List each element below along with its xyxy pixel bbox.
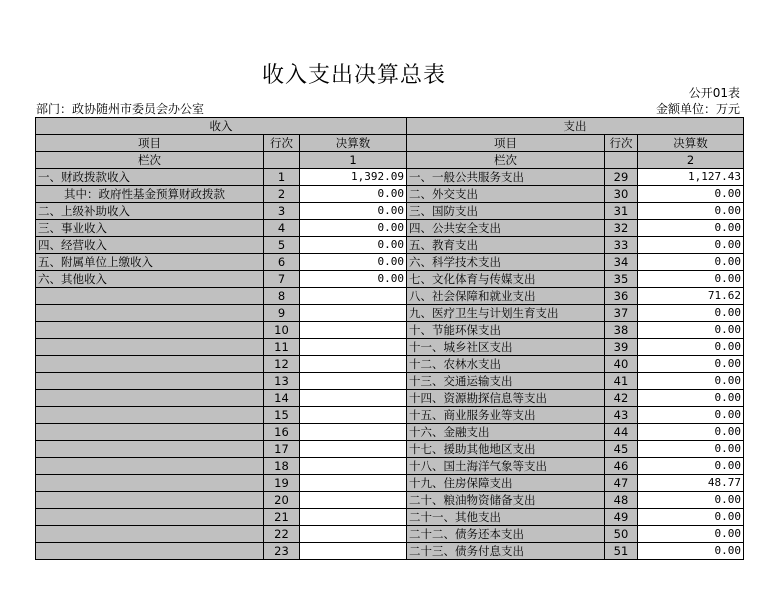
expense-line-cell: 30 (605, 186, 638, 203)
income-item-cell (36, 305, 264, 322)
income-amount-cell: 0.00 (300, 220, 407, 237)
expense-item-cell: 五、教育支出 (407, 237, 605, 254)
income-line-cell: 5 (264, 237, 300, 254)
table-row (36, 526, 744, 543)
expense-amount-cell: 0.00 (638, 220, 744, 237)
income-line-cell: 21 (264, 509, 300, 526)
expense-line-cell: 39 (605, 339, 638, 356)
income-line-cell: 12 (264, 356, 300, 373)
expense-item-cell: 二、外交支出 (407, 186, 605, 203)
expense-item-cell: 二十一、其他支出 (407, 509, 605, 526)
expense-item-cell: 八、社会保障和就业支出 (407, 288, 605, 305)
expense-item-cell: 六、科学技术支出 (407, 254, 605, 271)
income-amount-cell: 0.00 (300, 186, 407, 203)
income-line-cell: 8 (264, 288, 300, 305)
expense-amount-cell: 0.00 (638, 407, 744, 424)
income-amount-cell (300, 475, 407, 492)
income-line-cell: 18 (264, 458, 300, 475)
table-row (36, 543, 744, 560)
income-amount-cell (300, 441, 407, 458)
expense-line-cell: 33 (605, 237, 638, 254)
table-row (36, 441, 744, 458)
expense-amount-cell: 0.00 (638, 458, 744, 475)
expense-item-cell: 十六、金融支出 (407, 424, 605, 441)
income-item-cell (36, 475, 264, 492)
income-amount-cell (300, 356, 407, 373)
expense-line-cell: 37 (605, 305, 638, 322)
expense-line-cell: 42 (605, 390, 638, 407)
income-line-cell: 3 (264, 203, 300, 220)
income-line-cell: 15 (264, 407, 300, 424)
expense-amount-cell: 0.00 (638, 526, 744, 543)
table-row (36, 220, 744, 237)
expense-header: 支出 (407, 118, 744, 135)
expense-item-cell: 九、医疗卫生与计划生育支出 (407, 305, 605, 322)
expense-item-cell: 十九、住房保障支出 (407, 475, 605, 492)
income-column-label: 栏次 (36, 152, 264, 169)
income-item-cell: 三、事业收入 (36, 220, 264, 237)
table-row (36, 254, 744, 271)
expense-line-cell: 45 (605, 441, 638, 458)
income-line-cell: 7 (264, 271, 300, 288)
income-item-cell: 二、上级补助收入 (36, 203, 264, 220)
income-line-cell: 11 (264, 339, 300, 356)
form-number: 公开01表 (688, 86, 740, 100)
income-line-cell: 10 (264, 322, 300, 339)
expense-amount-cell: 0.00 (638, 441, 744, 458)
income-item-cell (36, 407, 264, 424)
income-item-cell (36, 543, 264, 560)
table-row (36, 237, 744, 254)
income-item-cell (36, 441, 264, 458)
expense-amount-cell: 71.62 (638, 288, 744, 305)
income-item-cell (36, 526, 264, 543)
expense-amount-cell: 48.77 (638, 475, 744, 492)
expense-amount-header: 决算数 (638, 135, 744, 152)
table-row (36, 288, 744, 305)
income-amount-cell: 0.00 (300, 237, 407, 254)
expense-item-cell: 十二、农林水支出 (407, 356, 605, 373)
expense-item-cell: 十八、国土海洋气象等支出 (407, 458, 605, 475)
expense-line-cell: 29 (605, 169, 638, 186)
income-line-blank (264, 152, 300, 169)
income-item-cell: 五、附属单位上缴收入 (36, 254, 264, 271)
income-item-cell (36, 458, 264, 475)
expense-amount-cell: 0.00 (638, 424, 744, 441)
expense-item-cell: 十七、援助其他地区支出 (407, 441, 605, 458)
expense-line-cell: 49 (605, 509, 638, 526)
income-item-cell: 其中：政府性基金预算财政拨款 (36, 186, 264, 203)
table-row (36, 169, 744, 186)
income-line-cell: 14 (264, 390, 300, 407)
expense-line-cell: 36 (605, 288, 638, 305)
expense-item-cell: 七、文化体育与传媒支出 (407, 271, 605, 288)
income-amount-cell (300, 458, 407, 475)
expense-item-cell: 四、公共安全支出 (407, 220, 605, 237)
table-row (36, 407, 744, 424)
expense-item-header: 项目 (407, 135, 605, 152)
income-line-cell: 22 (264, 526, 300, 543)
expense-line-cell: 50 (605, 526, 638, 543)
table-row (36, 424, 744, 441)
income-amount-cell (300, 390, 407, 407)
income-column-index: 1 (300, 152, 407, 169)
expense-line-header: 行次 (605, 135, 638, 152)
income-amount-cell (300, 322, 407, 339)
income-amount-cell (300, 492, 407, 509)
expense-item-cell: 十四、资源勘探信息等支出 (407, 390, 605, 407)
expense-amount-cell: 0.00 (638, 390, 744, 407)
income-line-cell: 4 (264, 220, 300, 237)
report-title: 收入支出决算总表 (261, 63, 446, 88)
income-line-cell: 19 (264, 475, 300, 492)
expense-amount-cell: 0.00 (638, 339, 744, 356)
income-amount-cell (300, 509, 407, 526)
department-label: 部门：政协随州市委员会办公室 (36, 102, 205, 116)
amount-unit-label: 金额单位：万元 (655, 102, 740, 116)
expense-amount-cell: 0.00 (638, 237, 744, 254)
expense-line-cell: 48 (605, 492, 638, 509)
income-item-cell (36, 339, 264, 356)
income-amount-cell (300, 305, 407, 322)
table-row (36, 322, 744, 339)
expense-amount-cell: 0.00 (638, 271, 744, 288)
income-item-cell: 四、经营收入 (36, 237, 264, 254)
income-expense-table (35, 117, 744, 560)
table-row (36, 356, 744, 373)
table-row (36, 186, 744, 203)
expense-amount-cell: 0.00 (638, 322, 744, 339)
header-row-section (36, 118, 744, 135)
income-item-cell (36, 509, 264, 526)
income-line-cell: 2 (264, 186, 300, 203)
income-item-header: 项目 (36, 135, 264, 152)
expense-item-cell: 三、国防支出 (407, 203, 605, 220)
expense-item-cell: 一、一般公共服务支出 (407, 169, 605, 186)
income-line-cell: 6 (264, 254, 300, 271)
expense-item-cell: 十、节能环保支出 (407, 322, 605, 339)
expense-line-cell: 34 (605, 254, 638, 271)
income-item-cell (36, 390, 264, 407)
table-row (36, 271, 744, 288)
income-amount-cell: 0.00 (300, 203, 407, 220)
expense-line-cell: 41 (605, 373, 638, 390)
income-header: 收入 (36, 118, 407, 135)
expense-item-cell: 二十、粮油物资储备支出 (407, 492, 605, 509)
expense-amount-cell: 0.00 (638, 492, 744, 509)
income-line-header: 行次 (264, 135, 300, 152)
header-row-columns (36, 135, 744, 152)
income-amount-cell (300, 543, 407, 560)
expense-amount-cell: 1,127.43 (638, 169, 744, 186)
income-amount-cell: 0.00 (300, 254, 407, 271)
expense-item-cell: 十三、交通运输支出 (407, 373, 605, 390)
expense-line-cell: 38 (605, 322, 638, 339)
income-amount-cell (300, 288, 407, 305)
income-item-cell (36, 322, 264, 339)
expense-line-cell: 51 (605, 543, 638, 560)
income-item-cell: 六、其他收入 (36, 271, 264, 288)
income-item-cell (36, 288, 264, 305)
income-item-cell (36, 356, 264, 373)
income-amount-header: 决算数 (300, 135, 407, 152)
income-line-cell: 17 (264, 441, 300, 458)
expense-amount-cell: 0.00 (638, 509, 744, 526)
expense-line-cell: 40 (605, 356, 638, 373)
expense-line-cell: 31 (605, 203, 638, 220)
income-line-cell: 23 (264, 543, 300, 560)
expense-line-cell: 43 (605, 407, 638, 424)
income-item-cell (36, 492, 264, 509)
table-row (36, 509, 744, 526)
income-amount-cell (300, 339, 407, 356)
expense-amount-cell: 0.00 (638, 203, 744, 220)
income-item-cell (36, 373, 264, 390)
income-item-cell (36, 424, 264, 441)
expense-amount-cell: 0.00 (638, 186, 744, 203)
table-row (36, 475, 744, 492)
expense-amount-cell: 0.00 (638, 373, 744, 390)
table-row (36, 373, 744, 390)
income-amount-cell (300, 373, 407, 390)
income-line-cell: 20 (264, 492, 300, 509)
expense-amount-cell: 0.00 (638, 543, 744, 560)
income-amount-cell (300, 526, 407, 543)
table-row (36, 492, 744, 509)
income-line-cell: 1 (264, 169, 300, 186)
income-line-cell: 9 (264, 305, 300, 322)
expense-column-index: 2 (638, 152, 744, 169)
table-row (36, 458, 744, 475)
expense-item-cell: 二十三、债务付息支出 (407, 543, 605, 560)
table-row (36, 203, 744, 220)
expense-amount-cell: 0.00 (638, 254, 744, 271)
table-row (36, 339, 744, 356)
header-row-column-index (36, 152, 744, 169)
table-row (36, 390, 744, 407)
income-amount-cell (300, 407, 407, 424)
expense-line-cell: 47 (605, 475, 638, 492)
table-row (36, 305, 744, 322)
income-line-cell: 16 (264, 424, 300, 441)
expense-item-cell: 十五、商业服务业等支出 (407, 407, 605, 424)
expense-item-cell: 二十二、债务还本支出 (407, 526, 605, 543)
expense-line-blank (605, 152, 638, 169)
expense-column-label: 栏次 (407, 152, 605, 169)
expense-line-cell: 35 (605, 271, 638, 288)
expense-amount-cell: 0.00 (638, 356, 744, 373)
expense-amount-cell: 0.00 (638, 305, 744, 322)
income-amount-cell: 1,392.09 (300, 169, 407, 186)
expense-item-cell: 十一、城乡社区支出 (407, 339, 605, 356)
income-amount-cell (300, 424, 407, 441)
income-item-cell: 一、财政拨款收入 (36, 169, 264, 186)
income-amount-cell: 0.00 (300, 271, 407, 288)
expense-line-cell: 44 (605, 424, 638, 441)
expense-line-cell: 32 (605, 220, 638, 237)
income-line-cell: 13 (264, 373, 300, 390)
expense-line-cell: 46 (605, 458, 638, 475)
